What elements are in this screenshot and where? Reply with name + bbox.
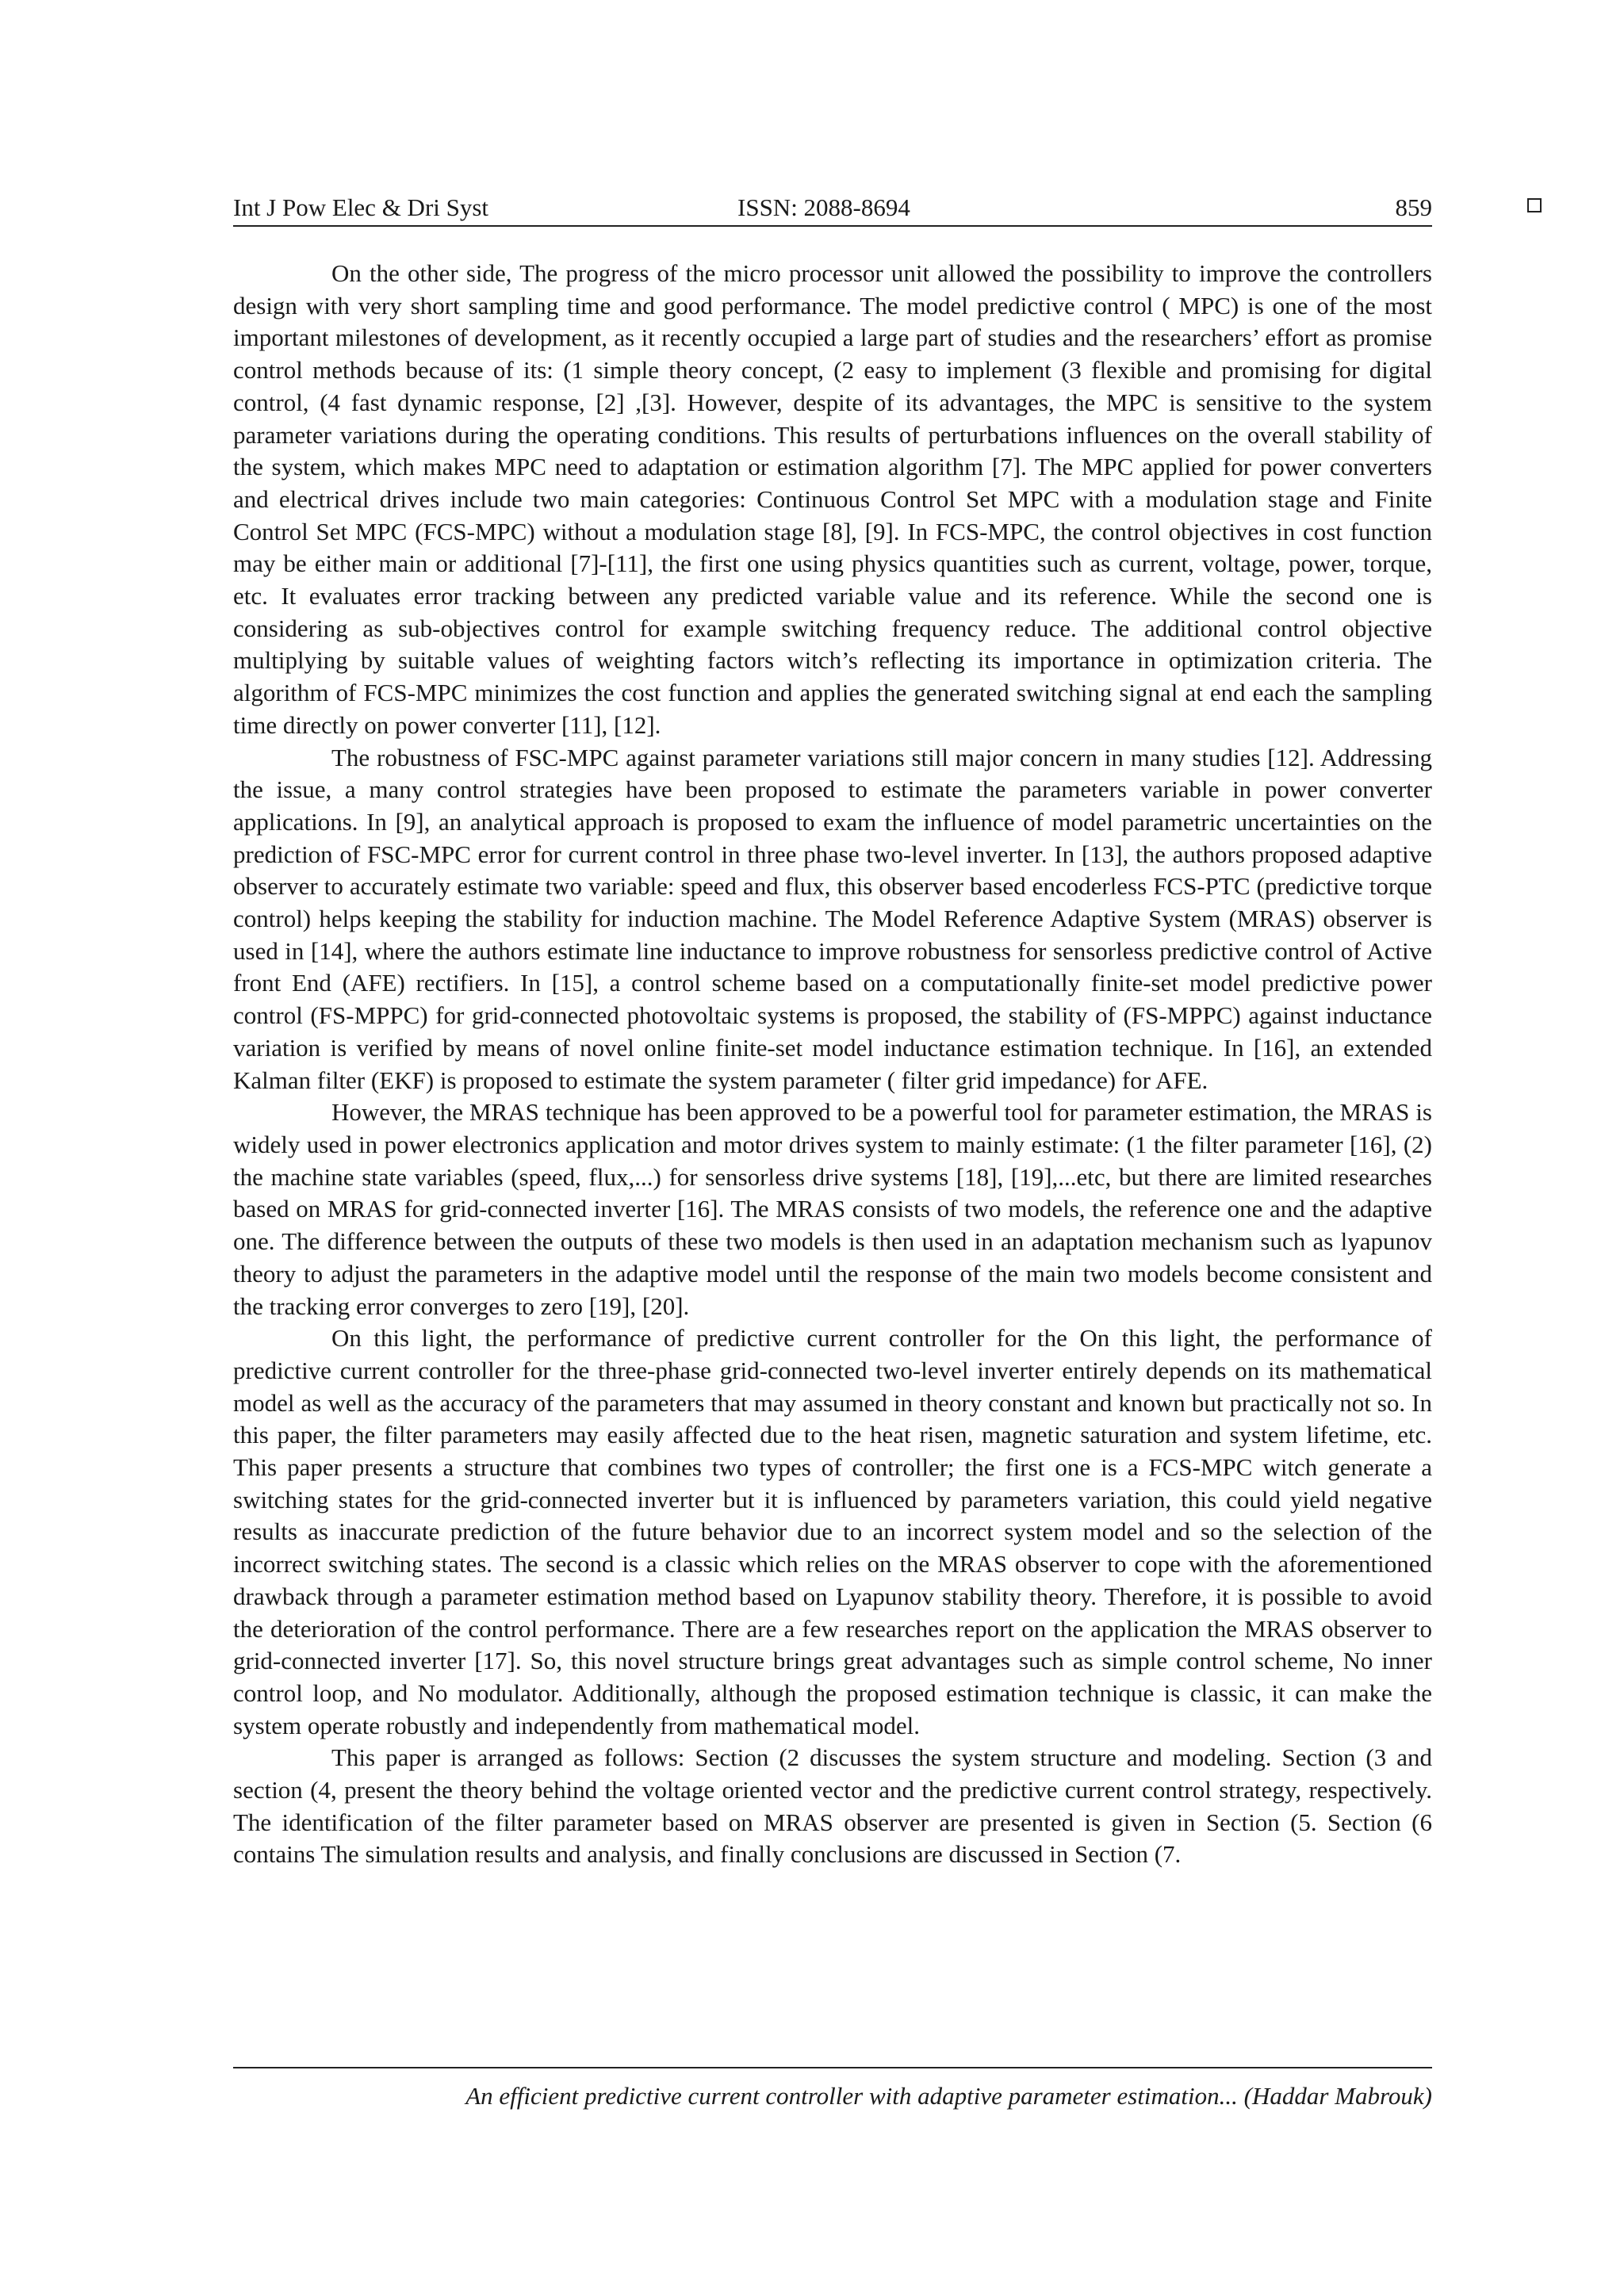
- paragraph-3: However, the MRAS technique has been approved to be a powerful tool for parameter estimation, the MRAS is widely used in power electronics application and motor drives system to mainly estimate: (1 the filter parameter [16], (2) the machine state variables (speed, flux,...) for sensorless drive systems [18], [19],...etc, but there are limited researches based on MRAS for grid-connected inverter [16]. The MRAS consists of two models, the reference one and the adaptive one. The difference between the outputs of these two models is then used in an adaptation mechanism such as lyapunov theory to adjust the parameters in the adaptive model until the response of the main two models become consistent and the tracking error converges to zero [19], [20].: [233, 1098, 1432, 1320]
- footer-rule: [233, 2067, 1432, 2068]
- issn: ISSN: 2088-8694: [737, 193, 910, 221]
- page-header: [233, 190, 1432, 227]
- paragraph-1: On the other side, The progress of the micro processor unit allowed the possibility to improve the controllers design with very short sampling time and good performance. The model predictive control ( MPC) is one of the most important milestones of development, as it recently occupied a large part of studies and the researchers’ effort as promise control methods because of its: (1 simple theory concept, (2 easy to implement (3 flexible and promising for digital control, (4 fast dynamic response, [2] ,[3]. However, despite of its advantages, the MPC is sensitive to the system parameter variations during the operating conditions. This results of perturbations influences on the overall stability of the system, which makes MPC need to adaptation or estimation algorithm [7]. The MPC applied for power converters and electrical drives include two main categories: Continuous Control Set MPC with a modulation stage and Finite Control Set MPC (FCS-MPC) without a modulation stage [8], [9]. In FCS-MPC, the control objectives in cost function may be either main or additional [7]-[11], the first one using physics quantities such as current, voltage, power, torque, etc. It evaluates error tracking between any predicted variable value and its reference. While the second one is considering as sub-objectives control for example switching frequency reduce. The additional control objective multiplying by suitable values of weighting factors witch’s reflecting its importance in optimization criteria. The algorithm of FCS-MPC minimizes the cost function and applies the generated switching signal at end each the sampling time directly on power converter [11], [12].: [233, 259, 1432, 739]
- body-text: [233, 258, 1432, 1871]
- paragraph-5: This paper is arranged as follows: Section (2 discusses the system structure and modeling. Section (3 and section (4, present the theory behind the voltage oriented vector and the predictive current control strategy, respectively. The identification of the filter parameter based on MRAS observer are presented is given in Section (5. Section (6 contains The simulation results and analysis, and finally conclusions are discussed in Section (7.: [233, 1743, 1432, 1869]
- paragraph-4: On this light, the performance of predictive current controller for the On this light, the performance of predictive current controller for the three-phase grid-connected two-level inverter entirely depends on its mathematical model as well as the accuracy of the parameters that may assumed in theory constant and known but practically not so. In this paper, the filter parameters may easily affected due to the heat risen, magnetic saturation and system lifetime, etc. This paper presents a structure that combines two types of controller; the first one is a FCS-MPC witch generate a switching states for the grid-connected inverter but it is influenced by parameters variation, this could yield negative results as inaccurate prediction of the future behavior due to an incorrect system model and so the selection of the incorrect switching states. The second is a classic which relies on the MRAS observer to cope with the aforementioned drawback through a parameter estimation method based on Lyapunov stability theory. Therefore, it is possible to avoid the deterioration of the control performance. There are a few researches report on the application the MRAS observer to grid-connected inverter [17]. So, this novel structure brings great advantages such as simple control scheme, No inner control loop, and No modulator. Additionally, although the proposed estimation technique is classic, it can make the system operate robustly and independently from mathematical model.: [233, 1324, 1432, 1739]
- journal-name: Int J Pow Elec & Dri Syst: [233, 193, 489, 221]
- paragraph-2: The robustness of FSC-MPC against parameter variations still major concern in many studies [12]. Addressing the issue, a many control strategies have been proposed to estimate the parameters variable in power converter applications. In [9], an analytical approach is proposed to exam the influence of model parametric uncertainties on the prediction of FSC-MPC error for current control in three phase two-level inverter. In [13], the authors proposed adaptive observer to accurately estimate two variable: speed and flux, this observer based encoderless FCS-PTC (predictive torque control) helps keeping the stability for induction machine. The Model Reference Adaptive System (MRAS) observer is used in [14], where the authors estimate line inductance to improve robustness for sensorless predictive control of Active front End (AFE) rectifiers. In [15], a control scheme based on a computationally finite-set model predictive power control (FS-MPPC) for grid-connected photovoltaic systems is proposed, the stability of (FS-MPPC) against inductance variation is verified by means of novel online finite-set model inductance estimation technique. In [16], an extended Kalman filter (EKF) is proposed to estimate the system parameter ( filter grid impedance) for AFE.: [233, 743, 1432, 1094]
- running-title: An efficient predictive current controller with adaptive parameter estimation... (Haddar Mabrouk): [465, 2082, 1432, 2110]
- page-number: 859: [1395, 193, 1432, 221]
- square-box-icon: [1527, 198, 1542, 212]
